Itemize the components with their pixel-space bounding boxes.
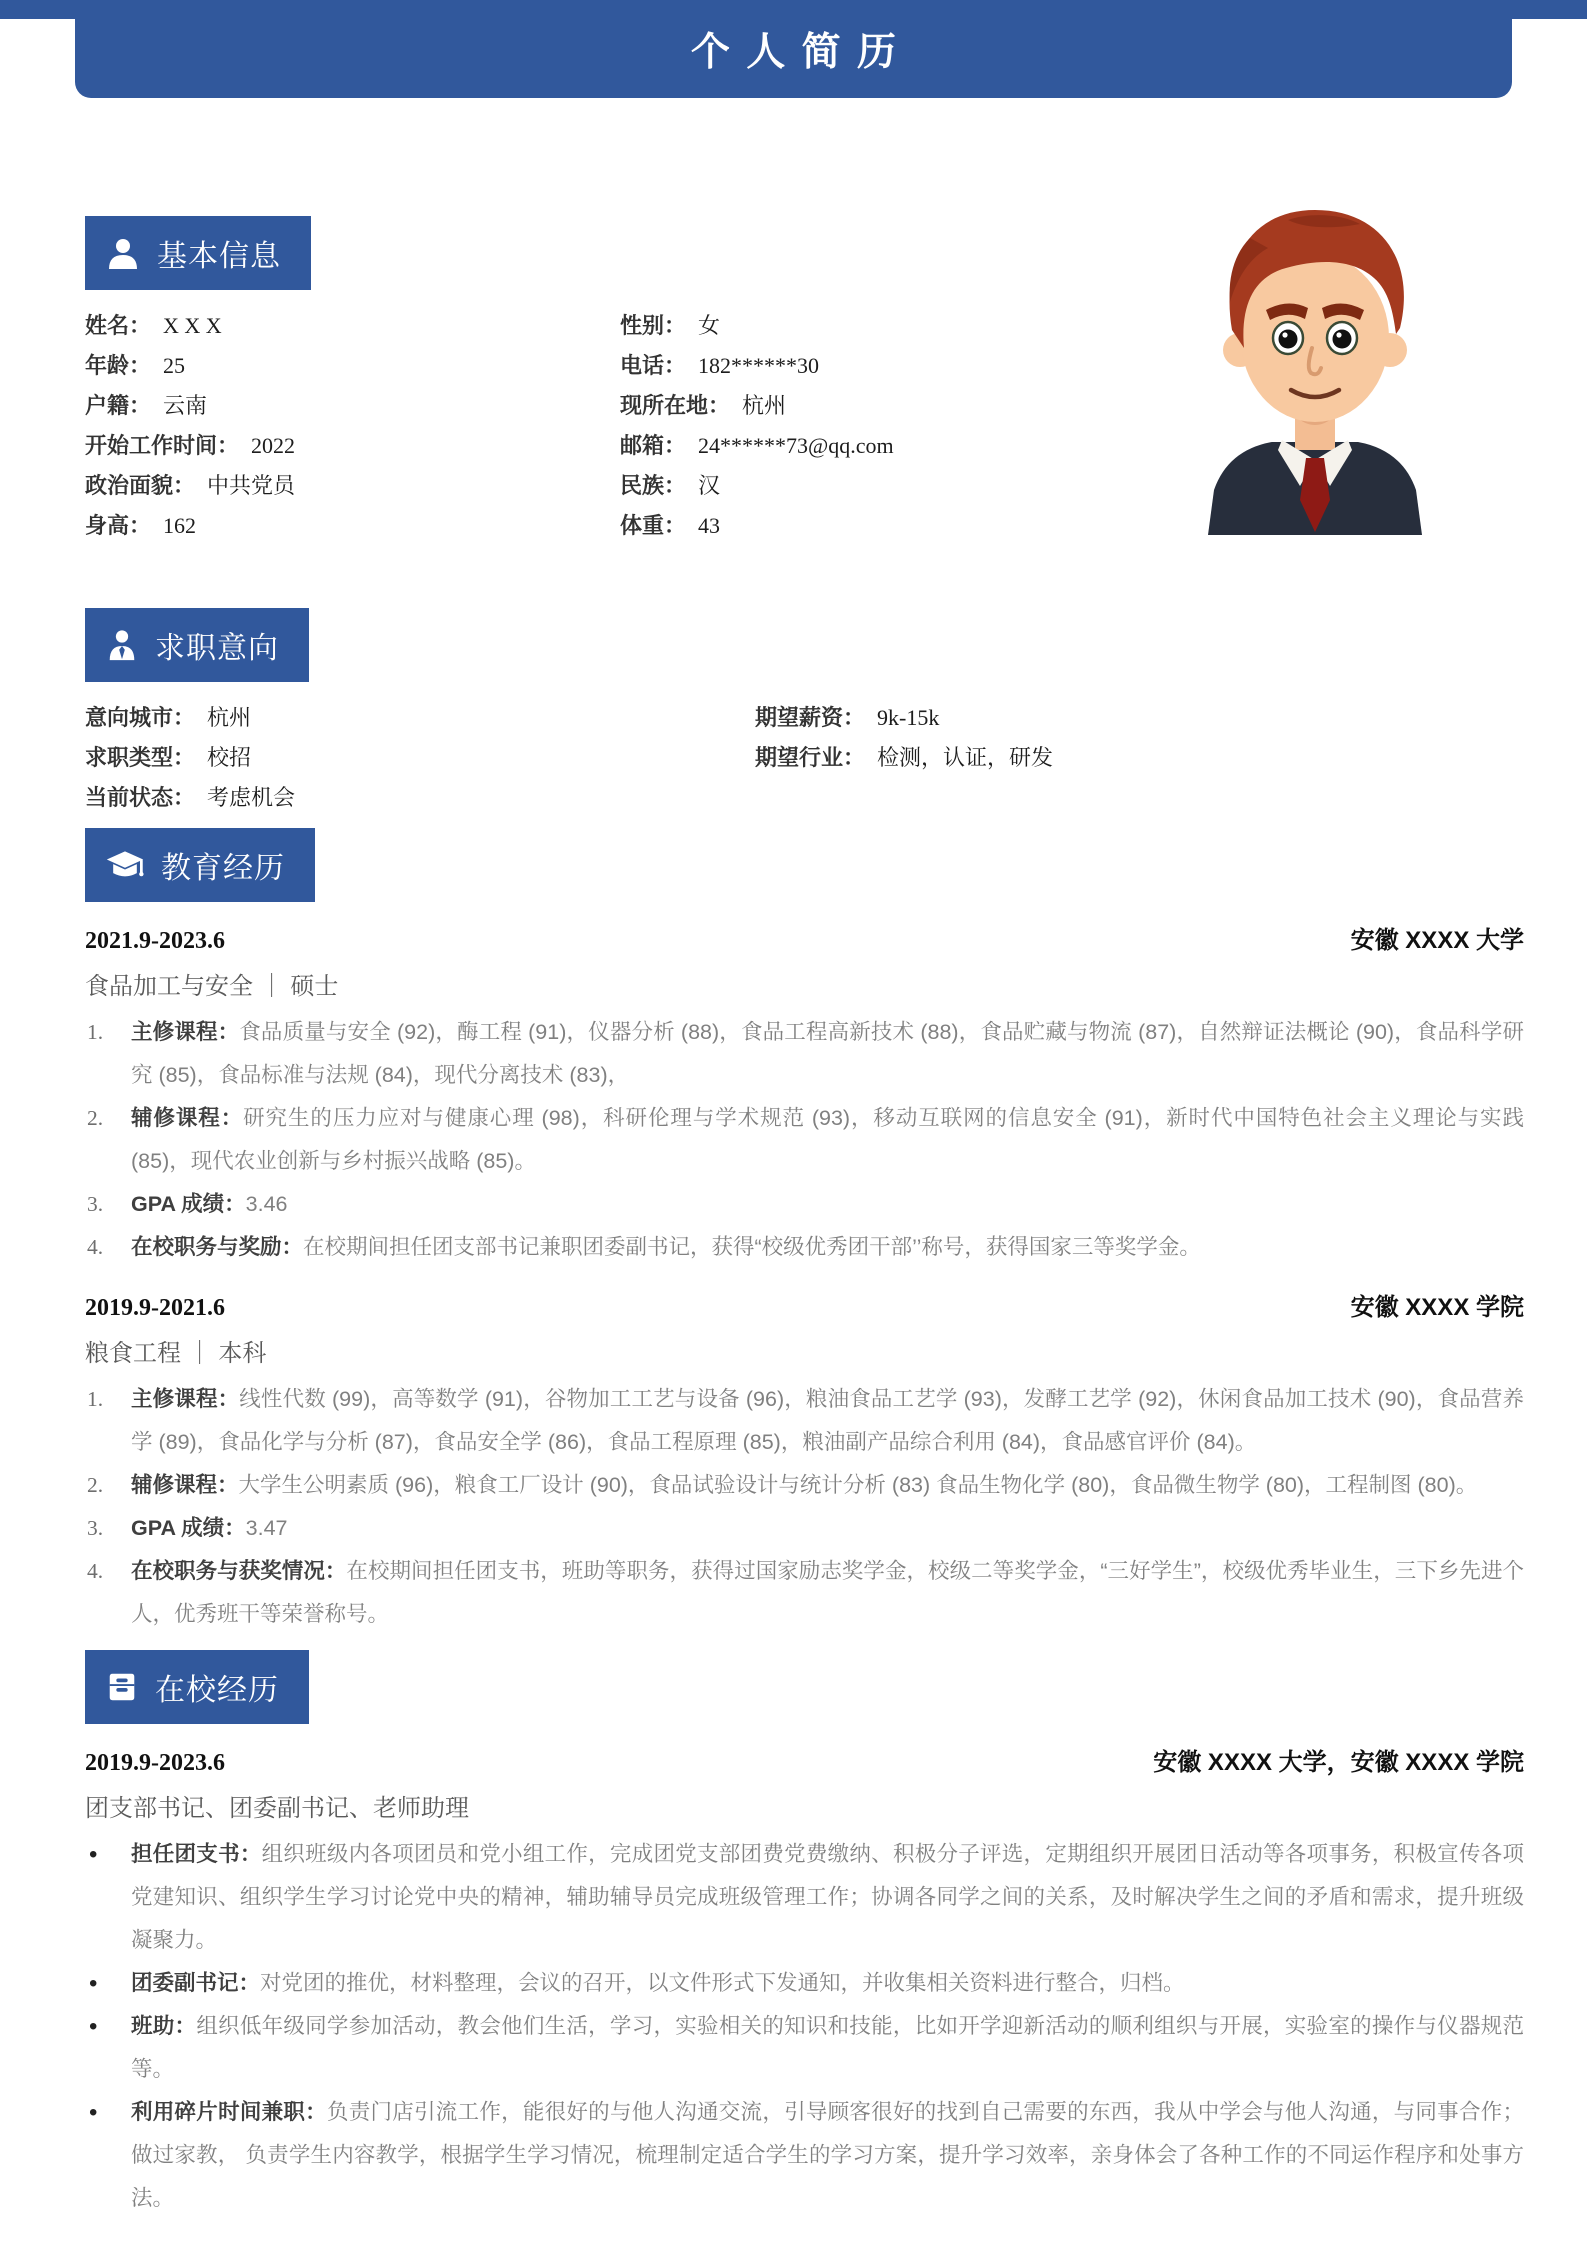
education-detail-item xyxy=(85,1226,1524,1269)
cartoon-man-illustration xyxy=(1190,198,1440,535)
list-body xyxy=(131,1183,1524,1226)
education-detail-item xyxy=(85,1378,1524,1464)
education-entry-head xyxy=(85,1287,1524,1322)
education-detail-item xyxy=(85,1464,1524,1507)
info-value: 杭州 xyxy=(742,393,787,418)
info-row xyxy=(620,306,894,346)
info-label: 开始工作时间： xyxy=(85,433,240,458)
list-body xyxy=(131,2005,1524,2091)
education-entry xyxy=(85,1287,1524,1636)
list-text: 大学生公明素质 (96)，粮食工厂设计 (90)，食品试验设计与统计分析 (83) 食品生物化学 (80)，食品微生物学 (80)，工程制图 (80)。 xyxy=(238,1473,1478,1497)
info-row xyxy=(85,346,620,386)
campus-school: 安徽 XXXX 大学，安徽 XXXX 学院 xyxy=(1153,1749,1524,1776)
education-detail-list xyxy=(85,1011,1524,1269)
archive-box-icon xyxy=(105,1670,139,1704)
list-lead-label: 主修课程： xyxy=(131,1387,240,1411)
info-label: 民族： xyxy=(620,473,687,498)
profile-photo xyxy=(1190,198,1440,535)
intent-row xyxy=(85,738,755,778)
intent-value: 检测，认证，研发 xyxy=(877,745,1054,770)
person-icon xyxy=(105,235,141,271)
basic-info-title: 基本信息 xyxy=(157,240,281,273)
list-body xyxy=(131,1962,1524,2005)
education-period: 2019.9-2021.6 xyxy=(85,1295,225,1321)
info-row xyxy=(85,306,620,346)
bullet-dot: • xyxy=(89,1841,98,1868)
info-value: 女 xyxy=(698,313,721,338)
info-row xyxy=(620,466,894,506)
person-tie-icon xyxy=(105,628,139,662)
list-lead-label: 辅修课程： xyxy=(131,1106,244,1130)
list-lead-label: GPA 成绩： xyxy=(131,1516,246,1540)
info-value: 云南 xyxy=(163,393,208,418)
list-number: 2. xyxy=(87,1106,104,1130)
list-body xyxy=(131,1097,1524,1183)
education-detail-item xyxy=(85,1097,1524,1183)
info-row xyxy=(620,426,894,466)
campus-period: 2019.9-2023.6 xyxy=(85,1750,225,1776)
info-row xyxy=(85,386,620,426)
job-intent-title: 求职意向 xyxy=(155,632,279,665)
intent-row xyxy=(85,698,755,738)
list-text: 在校期间担任团支书，班助等职务，获得过国家励志奖学金，校级二等奖学金，“三好学生”，校级优秀毕业生，三下乡先进个人，优秀班干等荣誉称号。 xyxy=(131,1559,1524,1626)
campus-detail-item xyxy=(85,2005,1524,2091)
list-lead-label: GPA 成绩： xyxy=(131,1192,246,1216)
info-value: X X X xyxy=(163,313,222,338)
list-number: 3. xyxy=(87,1516,104,1540)
intent-label: 期望行业： xyxy=(755,745,866,770)
intent-row xyxy=(755,738,1053,778)
education-detail-item xyxy=(85,1011,1524,1097)
basic-info-left-column xyxy=(85,306,620,546)
graduation-cap-icon xyxy=(105,848,145,882)
education-school: 安徽 XXXX 学院 xyxy=(1350,1294,1524,1321)
education-period: 2021.9-2023.6 xyxy=(85,928,225,954)
list-body xyxy=(131,1833,1524,1962)
list-body xyxy=(131,1011,1524,1097)
list-lead-label: 在校职务与获奖情况： xyxy=(131,1559,347,1583)
section-job-intent xyxy=(85,608,1524,818)
info-value: 中共党员 xyxy=(207,473,296,498)
info-value: 2022 xyxy=(251,433,296,458)
intent-label: 期望薪资： xyxy=(755,705,866,730)
info-label: 现所在地： xyxy=(620,393,731,418)
campus-detail-item xyxy=(85,1833,1524,1962)
basic-info-header xyxy=(85,216,311,290)
list-lead-label: 在校职务与奖励： xyxy=(131,1235,304,1259)
info-value: 24******73@qq.com xyxy=(698,433,894,458)
list-lead-label: 辅修课程： xyxy=(131,1473,239,1497)
education-major: 粮食工程 ｜ 本科 xyxy=(85,1340,267,1367)
education-entry xyxy=(85,920,1524,1269)
education-major: 食品加工与安全 ｜ 硕士 xyxy=(85,973,339,1000)
list-body xyxy=(131,1550,1524,1636)
list-number: 4. xyxy=(87,1559,104,1583)
list-text: 3.46 xyxy=(245,1192,288,1216)
intent-value: 考虑机会 xyxy=(207,785,296,810)
education-entry-head xyxy=(85,920,1524,955)
info-value: 43 xyxy=(698,513,721,538)
campus-detail-list xyxy=(85,1833,1524,2220)
bullet-dot: • xyxy=(89,1970,98,1997)
job-intent-header xyxy=(85,608,309,682)
intent-value: 校招 xyxy=(207,745,252,770)
list-body xyxy=(131,1507,1524,1550)
list-text: 对党团的推优，材料整理，会议的召开，以文件形式下发通知，并收集相关资料进行整合，归档。 xyxy=(260,1971,1185,1995)
job-intent-grid xyxy=(85,698,1524,818)
section-education xyxy=(85,828,1524,1636)
info-label: 户籍： xyxy=(85,393,152,418)
info-row xyxy=(620,386,894,426)
education-detail-list xyxy=(85,1378,1524,1636)
intent-row xyxy=(755,698,1053,738)
education-title: 教育经历 xyxy=(161,852,285,885)
list-text: 在校期间担任团支部书记兼职团委副书记，获得“校级优秀团干部’’称号，获得国家三等奖学金。 xyxy=(303,1235,1201,1259)
info-row xyxy=(85,466,620,506)
list-text: 组织班级内各项团员和党小组工作，完成团党支部团费党费缴纳、积极分子评选，定期组织开展团日活动等各项事务，积极宣传各项党建知识、组织学生学习讨论党中央的精神，辅助辅导员完成班级管理工作；协调各同学之间的关系，及时解决学生之间的矛盾和需求，提升班级凝聚力。 xyxy=(131,1842,1524,1952)
job-intent-right-column xyxy=(755,698,1053,818)
info-label: 政治面貌： xyxy=(85,473,196,498)
info-label: 性别： xyxy=(620,313,687,338)
list-lead-label: 班助： xyxy=(131,2014,197,2038)
list-lead-label: 团委副书记： xyxy=(131,1971,261,1995)
section-campus-experience xyxy=(85,1650,1524,2220)
job-intent-left-column xyxy=(85,698,755,818)
basic-info-right-column xyxy=(620,306,894,546)
info-row xyxy=(85,506,620,546)
campus-entry-head xyxy=(85,1742,1524,1777)
intent-label: 求职类型： xyxy=(85,745,196,770)
list-body xyxy=(131,1464,1524,1507)
info-label: 邮箱： xyxy=(620,433,687,458)
intent-row xyxy=(85,778,755,818)
list-text: 食品质量与安全 (92)，酶工程 (91)，仪器分析 (88)，食品工程高新技术 (88)，食品贮藏与物流 (87)，自然辩证法概论 (90)，食品科学研究 (85)，食品标准与法规 (84)，现代分离技术 (83)， xyxy=(131,1020,1524,1087)
list-body xyxy=(131,1226,1524,1269)
info-label: 体重： xyxy=(620,513,687,538)
education-detail-item xyxy=(85,1507,1524,1550)
list-number: 1. xyxy=(87,1387,104,1411)
list-number: 1. xyxy=(87,1020,104,1044)
info-label: 身高： xyxy=(85,513,152,538)
list-number: 2. xyxy=(87,1473,104,1497)
list-number: 3. xyxy=(87,1192,104,1216)
list-text: 3.47 xyxy=(245,1516,288,1540)
intent-value: 9k-15k xyxy=(877,705,940,730)
education-school: 安徽 XXXX 大学 xyxy=(1350,927,1524,954)
info-row xyxy=(85,426,620,466)
list-text: 线性代数 (99)，高等数学 (91)，谷物加工工艺与设备 (96)，粮油食品工艺学 (93)，发酵工艺学 (92)，休闲食品加工技术 (90)，食品营养学 (89)，食品化学与分析 (87)，食品安全学 (86)，食品工程原理 (85)，粮油副产品综合利用 (84)，食品感官评价 (84)。 xyxy=(131,1387,1524,1454)
info-value: 汉 xyxy=(698,473,721,498)
list-lead-label: 利用碎片时间兼职： xyxy=(131,2100,327,2124)
info-value: 182******30 xyxy=(698,353,820,378)
list-body xyxy=(131,2091,1524,2220)
bullet-dot: • xyxy=(89,2013,98,2040)
info-label: 电话： xyxy=(620,353,687,378)
education-detail-item xyxy=(85,1550,1524,1636)
intent-value: 杭州 xyxy=(207,705,252,730)
info-value: 162 xyxy=(163,513,197,538)
info-row xyxy=(620,506,894,546)
education-detail-item xyxy=(85,1183,1524,1226)
list-body xyxy=(131,1378,1524,1464)
list-text: 组织低年级同学参加活动，教会他们生活，学习，实验相关的知识和技能，比如开学迎新活动的顺利组织与开展，实验室的操作与仪器规范等。 xyxy=(131,2014,1524,2081)
list-number: 4. xyxy=(87,1235,104,1259)
list-text: 研究生的压力应对与健康心理 (98)，科研伦理与学术规范 (93)，移动互联网的信息安全 (91)，新时代中国特色社会主义理论与实践 (85)，现代农业创新与乡村振兴战略 (85)。 xyxy=(131,1106,1524,1173)
info-label: 姓名： xyxy=(85,313,152,338)
intent-label: 当前状态： xyxy=(85,785,196,810)
list-lead-label: 主修课程： xyxy=(131,1020,240,1044)
info-value: 25 xyxy=(163,353,186,378)
campus-detail-item xyxy=(85,1962,1524,2005)
bullet-dot: • xyxy=(89,2099,98,2126)
list-lead-label: 担任团支书： xyxy=(131,1842,262,1866)
page-title: 个人简历 xyxy=(690,31,913,74)
list-text: 负责门店引流工作，能很好的与他人沟通交流，引导顾客很好的找到自己需要的东西，我从中学会与他人沟通，与同事合作；做过家教， 负责学生内容教学，根据学生学习情况，梳理制定适合学生的学习方案，提升学习效率，亲身体会了各种工作的不同运作程序和处事方法。 xyxy=(131,2100,1524,2210)
intent-label: 意向城市： xyxy=(85,705,196,730)
info-row xyxy=(620,346,894,386)
campus-title: 在校经历 xyxy=(155,1674,279,1707)
campus-detail-item xyxy=(85,2091,1524,2220)
campus-header xyxy=(85,1650,309,1724)
page-header xyxy=(75,0,1512,98)
campus-role: 团支部书记、团委副书记、老师助理 xyxy=(85,1795,469,1822)
education-header xyxy=(85,828,315,902)
info-label: 年龄： xyxy=(85,353,152,378)
